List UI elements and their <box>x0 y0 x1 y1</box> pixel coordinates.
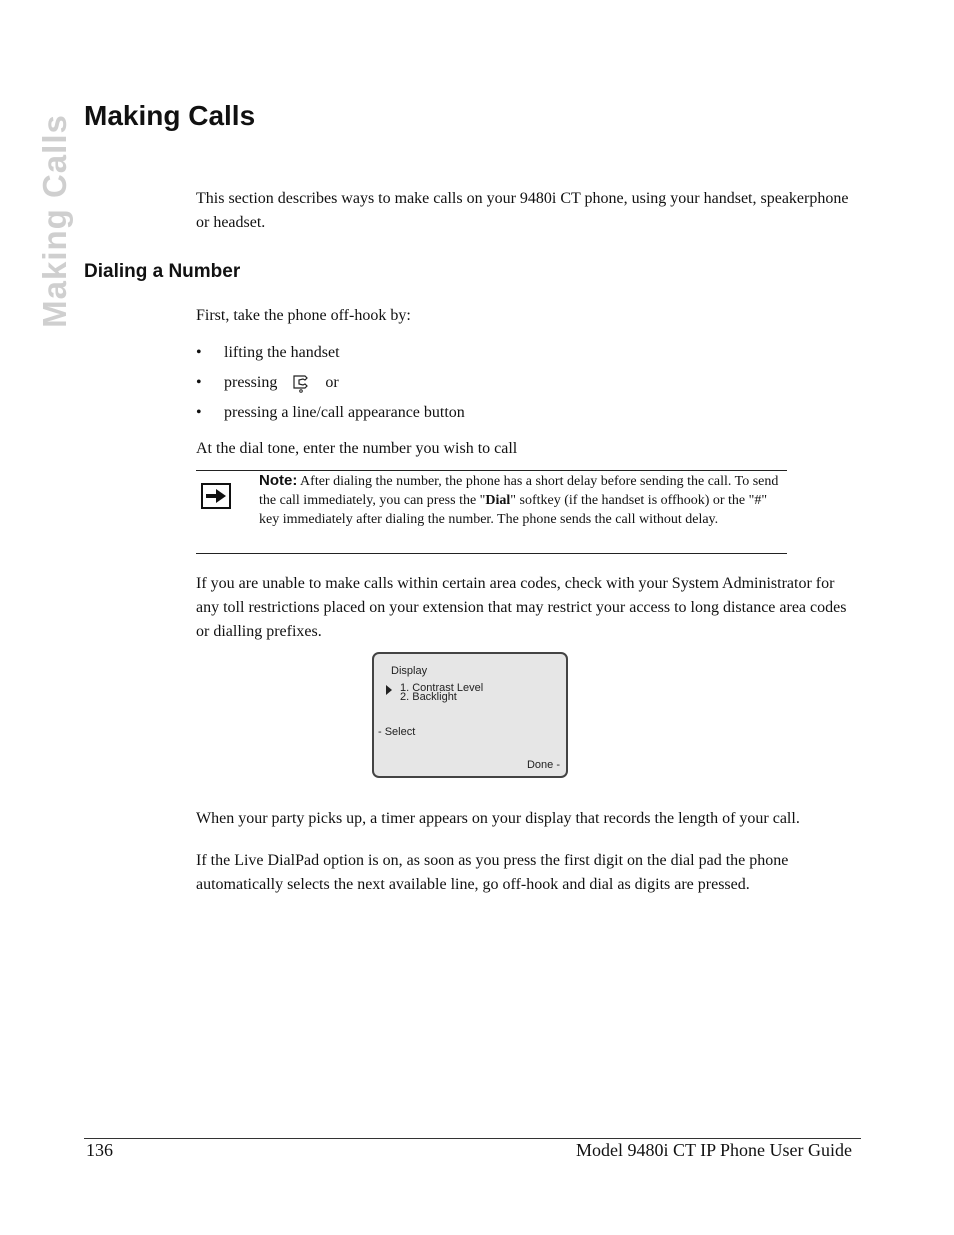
side-tab <box>37 106 73 336</box>
list-item <box>196 398 465 428</box>
select-softkey: - Select <box>378 726 416 738</box>
page-number: 136 <box>86 1140 113 1160</box>
timer-paragraph: When your party picks up, a timer appears on your display that records the length of your call. <box>196 810 800 827</box>
section-heading: Dialing a Number <box>84 261 241 282</box>
phone-display-screen <box>372 652 568 778</box>
dial-softkey-name: Dial <box>485 493 511 508</box>
side-tab-label: Making Calls <box>36 114 74 328</box>
selection-arrow-icon <box>385 685 393 695</box>
intro-paragraph: This section describes ways to make calls on your 9480i CT phone, using your handset, speakerphone or headset. <box>196 190 849 231</box>
bullet-text: or <box>325 374 339 391</box>
speakerphone-icon <box>291 373 311 393</box>
menu-item-backlight: 2. Backlight <box>400 691 457 703</box>
menu-item-contrast: 1. Contrast Level <box>400 682 484 694</box>
list-item <box>196 338 465 368</box>
bullet-marker: • <box>196 404 202 421</box>
page-title: Making Calls <box>84 100 256 131</box>
bullet-text: lifting the handset <box>224 344 340 361</box>
list-item <box>196 368 465 398</box>
live-dialpad-paragraph: If the Live DialPad option is on, as soon as you press the first digit on the dial pad the phone automatically selects the next available line, go off-hook and dial as digits are pressed. <box>196 852 789 893</box>
dial-tone-paragraph: At the dial tone, enter the number you wish to call <box>196 440 518 457</box>
bullet-marker: • <box>196 374 202 391</box>
note-label: Note: <box>259 472 298 489</box>
toll-restriction-paragraph: If you are unable to make calls within certain area codes, check with your System Administrator for any toll restrictions placed on your extension that may restrict your access to long distance area codes or dialling prefixes. <box>196 575 847 640</box>
screen-title: Display <box>391 665 428 677</box>
right-arrow-icon <box>201 483 231 509</box>
note-body-1: After dialing the number, the phone has a short delay before sending the call. To send the call immediately, you can press the " <box>259 474 779 508</box>
note-text <box>259 471 789 529</box>
note-box <box>196 470 787 554</box>
note-body-2: " softkey (if the handset is offhook) or the "#" key immediately after dialing the number. The phone sends the call without delay. <box>259 493 768 527</box>
offhook-lead: First, take the phone off-hook by: <box>196 307 411 324</box>
bullet-marker: • <box>196 344 202 361</box>
offhook-list <box>196 338 465 428</box>
guide-title: Model 9480i CT IP Phone User Guide <box>576 1140 852 1160</box>
footer-divider <box>84 1138 861 1139</box>
done-softkey: Done - <box>526 759 560 771</box>
bullet-text: pressing <box>224 374 278 391</box>
bullet-text: pressing a line/call appearance button <box>224 404 465 421</box>
